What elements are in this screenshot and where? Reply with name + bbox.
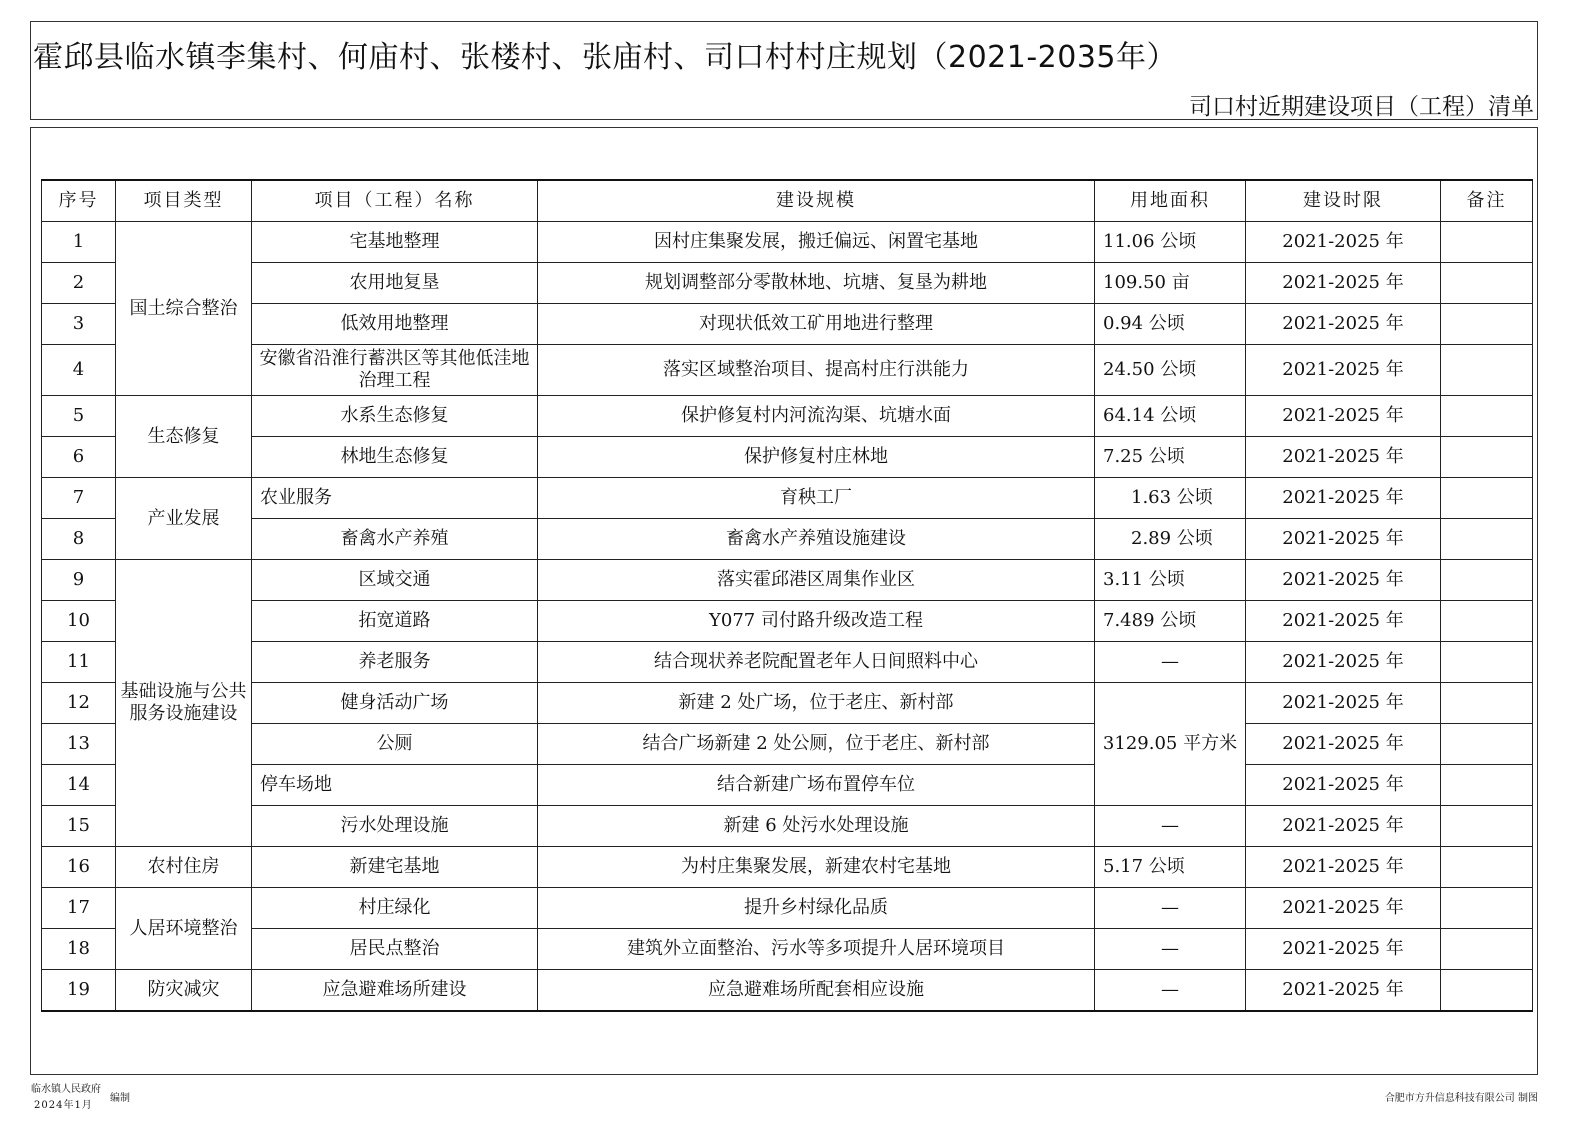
cell-scale: 建筑外立面整治、污水等多项提升人居环境项目 (538, 929, 1095, 970)
cell-area: 1.63 公顷 (1095, 478, 1246, 519)
cell-note (1441, 601, 1533, 642)
cell-period: 2021-2025 年 (1246, 929, 1441, 970)
cell-period: 2021-2025 年 (1246, 519, 1441, 560)
project-table (41, 179, 1533, 1012)
cell-scale: 保护修复村内河流沟渠、坑塘水面 (538, 396, 1095, 437)
cell-name: 养老服务 (252, 642, 538, 683)
cell-period: 2021-2025 年 (1246, 806, 1441, 847)
cell-period: 2021-2025 年 (1246, 263, 1441, 304)
cell-scale: 提升乡村绿化品质 (538, 888, 1095, 929)
cell-type: 农村住房 (116, 847, 252, 888)
header-period: 建设时限 (1246, 180, 1441, 222)
table-row (42, 642, 1533, 683)
table-row (42, 970, 1533, 1012)
cell-note (1441, 724, 1533, 765)
cell-no: 8 (42, 519, 116, 560)
cell-period: 2021-2025 年 (1246, 765, 1441, 806)
cell-note (1441, 560, 1533, 601)
cell-area: — (1095, 929, 1246, 970)
cell-scale: 规划调整部分零散林地、坑塘、复垦为耕地 (538, 263, 1095, 304)
cell-name: 农业服务 (252, 478, 538, 519)
cell-no: 16 (42, 847, 116, 888)
table-row (42, 724, 1533, 765)
cell-name: 林地生态修复 (252, 437, 538, 478)
cell-scale: Y077 司付路升级改造工程 (538, 601, 1095, 642)
cell-no: 4 (42, 345, 116, 396)
cell-name: 宅基地整理 (252, 222, 538, 263)
cell-area: — (1095, 642, 1246, 683)
cell-no: 7 (42, 478, 116, 519)
cell-no: 6 (42, 437, 116, 478)
cell-no: 11 (42, 642, 116, 683)
cell-scale: 为村庄集聚发展，新建农村宅基地 (538, 847, 1095, 888)
cell-area: 2.89 公顷 (1095, 519, 1246, 560)
table-row (42, 304, 1533, 345)
header-type: 项目类型 (116, 180, 252, 222)
header-name: 项目（工程）名称 (252, 180, 538, 222)
cell-scale: 结合现状养老院配置老年人日间照料中心 (538, 642, 1095, 683)
table-row (42, 888, 1533, 929)
cell-name: 农用地复垦 (252, 263, 538, 304)
cell-name: 停车场地 (252, 765, 538, 806)
footer-org: 临水镇人民政府 (31, 1084, 101, 1095)
cell-type: 国土综合整治 (116, 222, 252, 396)
table-row (42, 478, 1533, 519)
cell-note (1441, 519, 1533, 560)
table-row (42, 765, 1533, 806)
cell-area: 7.489 公顷 (1095, 601, 1246, 642)
cell-scale: 新建 6 处污水处理设施 (538, 806, 1095, 847)
cell-no: 18 (42, 929, 116, 970)
cell-period: 2021-2025 年 (1246, 724, 1441, 765)
footer-date: 2024年1月 (34, 1100, 93, 1111)
cell-period: 2021-2025 年 (1246, 478, 1441, 519)
cell-no: 17 (42, 888, 116, 929)
cell-note (1441, 847, 1533, 888)
cell-period: 2021-2025 年 (1246, 304, 1441, 345)
table-row (42, 437, 1533, 478)
cell-area: 3.11 公顷 (1095, 560, 1246, 601)
header-no: 序号 (42, 180, 116, 222)
cell-scale: 保护修复村庄林地 (538, 437, 1095, 478)
cell-note (1441, 806, 1533, 847)
cell-no: 2 (42, 263, 116, 304)
cell-note (1441, 642, 1533, 683)
cell-note (1441, 888, 1533, 929)
cell-scale: 畜禽水产养殖设施建设 (538, 519, 1095, 560)
cell-no: 9 (42, 560, 116, 601)
page-subtitle: 司口村近期建设项目（工程）清单 (1189, 94, 1534, 120)
cell-area: 11.06 公顷 (1095, 222, 1246, 263)
cell-note (1441, 222, 1533, 263)
cell-no: 13 (42, 724, 116, 765)
cell-name: 村庄绿化 (252, 888, 538, 929)
cell-period: 2021-2025 年 (1246, 683, 1441, 724)
cell-note (1441, 345, 1533, 396)
cell-note (1441, 437, 1533, 478)
cell-period: 2021-2025 年 (1246, 888, 1441, 929)
cell-period: 2021-2025 年 (1246, 437, 1441, 478)
cell-scale: 对现状低效工矿用地进行整理 (538, 304, 1095, 345)
cell-name: 低效用地整理 (252, 304, 538, 345)
table-row (42, 519, 1533, 560)
cell-no: 1 (42, 222, 116, 263)
cell-name: 新建宅基地 (252, 847, 538, 888)
cell-no: 3 (42, 304, 116, 345)
cell-name: 拓宽道路 (252, 601, 538, 642)
table-row (42, 847, 1533, 888)
cell-type: 人居环境整治 (116, 888, 252, 970)
header-area: 用地面积 (1095, 180, 1246, 222)
cell-name: 水系生态修复 (252, 396, 538, 437)
cell-type: 产业发展 (116, 478, 252, 560)
table-row (42, 560, 1533, 601)
cell-scale: 结合广场新建 2 处公厕，位于老庄、新村部 (538, 724, 1095, 765)
title-frame (30, 21, 1538, 120)
page-title: 霍邱县临水镇李集村、何庙村、张楼村、张庙村、司口村村庄规划（2021-2035年） (33, 40, 1178, 75)
cell-area: 24.50 公顷 (1095, 345, 1246, 396)
cell-no: 10 (42, 601, 116, 642)
cell-area: — (1095, 888, 1246, 929)
cell-name: 居民点整治 (252, 929, 538, 970)
cell-period: 2021-2025 年 (1246, 847, 1441, 888)
cell-scale: 育秧工厂 (538, 478, 1095, 519)
cell-name: 畜禽水产养殖 (252, 519, 538, 560)
cell-scale: 新建 2 处广场，位于老庄、新村部 (538, 683, 1095, 724)
cell-note (1441, 683, 1533, 724)
footer-made: 编制 (110, 1093, 130, 1104)
table-header-row (42, 180, 1533, 222)
table-row (42, 396, 1533, 437)
cell-note (1441, 929, 1533, 970)
footer-drawer: 合肥市方升信息科技有限公司 制图 (1384, 1093, 1538, 1104)
cell-period: 2021-2025 年 (1246, 601, 1441, 642)
cell-note (1441, 304, 1533, 345)
cell-area: — (1095, 806, 1246, 847)
cell-period: 2021-2025 年 (1246, 560, 1441, 601)
cell-type: 防灾减灾 (116, 970, 252, 1012)
cell-scale: 落实霍邱港区周集作业区 (538, 560, 1095, 601)
cell-type: 生态修复 (116, 396, 252, 478)
cell-name: 安徽省沿淮行蓄洪区等其他低洼地治理工程 (252, 345, 538, 396)
cell-name: 区域交通 (252, 560, 538, 601)
cell-note (1441, 396, 1533, 437)
cell-period: 2021-2025 年 (1246, 970, 1441, 1012)
cell-no: 19 (42, 970, 116, 1012)
cell-area: — (1095, 970, 1246, 1012)
cell-period: 2021-2025 年 (1246, 642, 1441, 683)
cell-no: 14 (42, 765, 116, 806)
cell-name: 污水处理设施 (252, 806, 538, 847)
cell-name: 应急避难场所建设 (252, 970, 538, 1012)
table-row (42, 929, 1533, 970)
cell-name: 健身活动广场 (252, 683, 538, 724)
cell-area: 0.94 公顷 (1095, 304, 1246, 345)
table-row (42, 601, 1533, 642)
cell-type: 基础设施与公共服务设施建设 (116, 560, 252, 847)
cell-period: 2021-2025 年 (1246, 222, 1441, 263)
cell-no: 12 (42, 683, 116, 724)
cell-no: 5 (42, 396, 116, 437)
header-scale: 建设规模 (538, 180, 1095, 222)
header-note: 备注 (1441, 180, 1533, 222)
cell-area: 109.50 亩 (1095, 263, 1246, 304)
cell-area: 5.17 公顷 (1095, 847, 1246, 888)
cell-no: 15 (42, 806, 116, 847)
table-row (42, 345, 1533, 396)
cell-name: 公厕 (252, 724, 538, 765)
cell-scale: 结合新建广场布置停车位 (538, 765, 1095, 806)
cell-scale: 落实区域整治项目、提高村庄行洪能力 (538, 345, 1095, 396)
table-row (42, 806, 1533, 847)
cell-note (1441, 970, 1533, 1012)
cell-note (1441, 263, 1533, 304)
table-row (42, 222, 1533, 263)
table-row (42, 263, 1533, 304)
cell-period: 2021-2025 年 (1246, 396, 1441, 437)
cell-area: 64.14 公顷 (1095, 396, 1246, 437)
cell-area: 3129.05 平方米 (1095, 683, 1246, 806)
cell-area: 7.25 公顷 (1095, 437, 1246, 478)
cell-scale: 因村庄集聚发展，搬迁偏远、闲置宅基地 (538, 222, 1095, 263)
table-row (42, 683, 1533, 724)
cell-note (1441, 478, 1533, 519)
cell-scale: 应急避难场所配套相应设施 (538, 970, 1095, 1012)
cell-note (1441, 765, 1533, 806)
cell-period: 2021-2025 年 (1246, 345, 1441, 396)
